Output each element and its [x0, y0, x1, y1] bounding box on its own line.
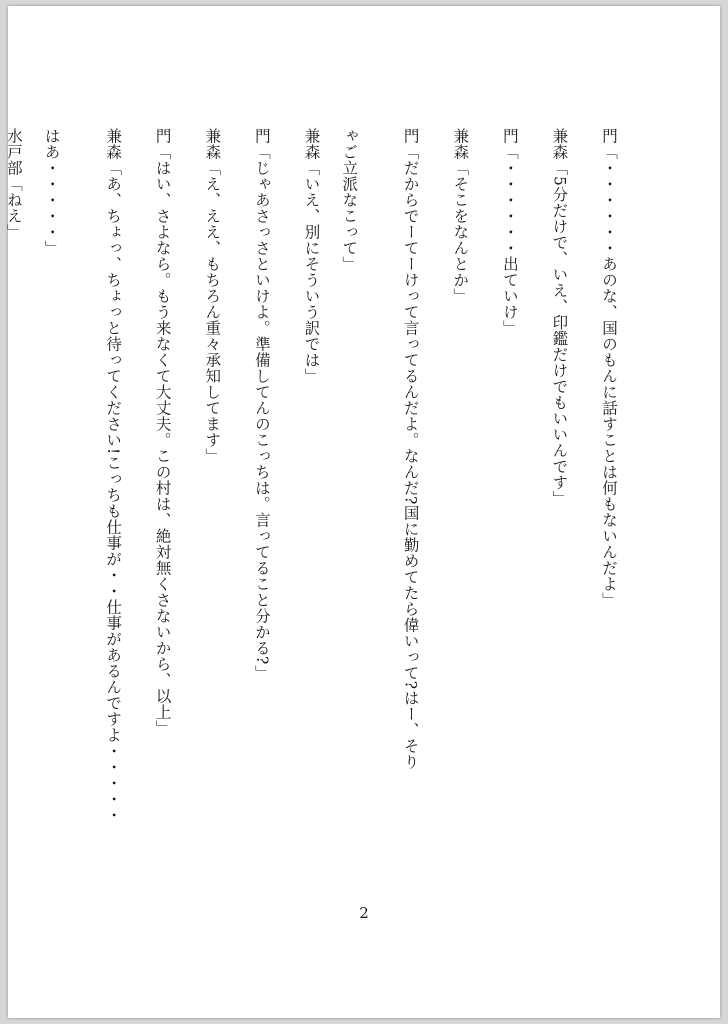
speaker-name: 門 — [252, 128, 271, 144]
dialogue-text: 「そこをなんとか」 — [451, 160, 470, 304]
dialogue-text: 「5分だけで、いえ、印鑑だけでもいいんです」 — [550, 160, 569, 507]
dialogue-continuation — [324, 128, 374, 918]
speaker-name: 水戸部 — [4, 128, 23, 176]
dialogue-text: 「じゃあさっさといけよ。準備してんのこっちは。言ってること分かる?」 — [252, 144, 271, 681]
dialogue-text: ゃご立派なこって」 — [340, 128, 359, 272]
speaker-name: 兼森 — [203, 128, 222, 160]
dialogue-line — [424, 128, 474, 918]
speaker-name: 兼森 — [451, 128, 470, 160]
dialogue-line — [572, 128, 622, 918]
speaker-name: 兼森 — [550, 128, 569, 160]
script-body — [0, 128, 622, 918]
page-number: 2 — [359, 904, 369, 922]
speaker-name: 門 — [401, 128, 420, 144]
dialogue-text: 「だからでーてーけって言ってるんだよ。なんだ?国に勤めてたら偉いって?はー、そり — [401, 144, 420, 770]
document-page — [4, 6, 720, 1018]
dialogue-text: 「はい、さよなら。もう来なくて大丈夫。この村は、絶対無くさないから、以上」 — [153, 144, 172, 736]
speaker-name: 門 — [600, 128, 618, 144]
dialogue-text: 「・・・・・・出ていけ」 — [500, 144, 519, 336]
dialogue-line — [176, 128, 226, 918]
dialogue-line — [0, 128, 27, 918]
dialogue-line — [374, 128, 424, 918]
dialogue-text: 「ねえ」 — [4, 176, 23, 240]
speaker-name: 兼森 — [104, 128, 123, 160]
dialogue-line — [225, 128, 275, 918]
dialogue-line — [275, 128, 325, 918]
dialogue-line — [126, 128, 176, 918]
dialogue-line — [473, 128, 523, 918]
dialogue-continuation — [27, 128, 77, 918]
dialogue-text: 「え、ええ、もちろん重々承知してます」 — [203, 160, 222, 464]
dialogue-text: はあ・・・・・」 — [42, 128, 61, 256]
speaker-name: 門 — [153, 128, 172, 144]
dialogue-line — [76, 128, 126, 918]
speaker-name: 門 — [500, 128, 519, 144]
dialogue-text: 「いえ、別にそういう訳では」 — [302, 160, 321, 384]
speaker-name: 兼森 — [302, 128, 321, 160]
dialogue-text: 「・・・・・・あのな、国のもんに話すことは何もないんだよ」 — [600, 144, 618, 608]
dialogue-line — [523, 128, 573, 918]
dialogue-text: 「あ、ちょっ、ちょっと待ってください!こっちも仕事が・・仕事があるんですよ・・・・・ — [104, 160, 123, 823]
